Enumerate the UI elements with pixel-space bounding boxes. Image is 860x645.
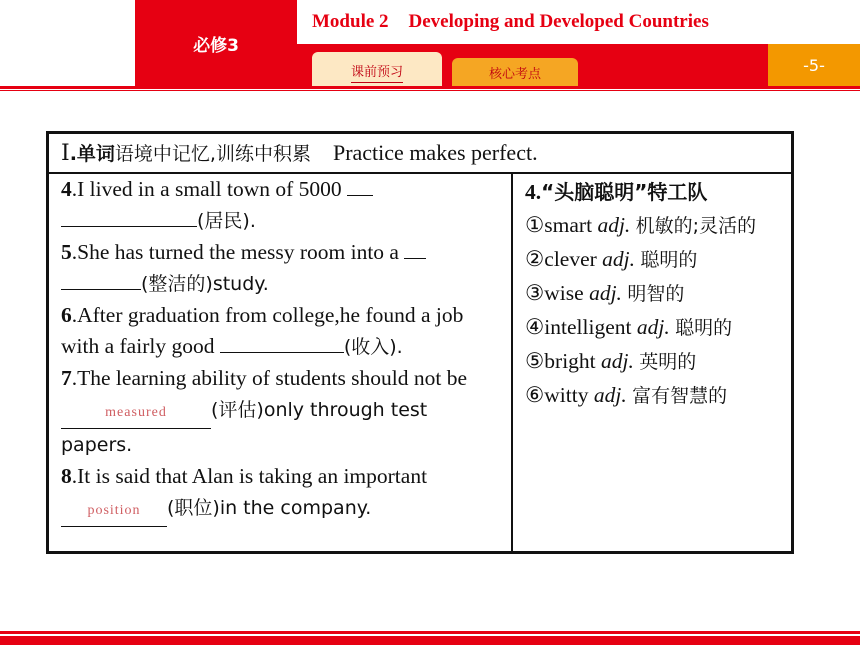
synonym-word: witty — [544, 383, 589, 407]
synonym-mark: ⑤ — [525, 349, 545, 373]
synonym-title-text: “头脑聪明”特工队 — [541, 180, 708, 204]
footer-divider — [0, 631, 860, 634]
synonym-item — [525, 209, 781, 243]
answer-blank[interactable] — [220, 352, 344, 353]
synonym-meaning: 英明的 — [639, 351, 697, 373]
synonym-item — [525, 243, 781, 277]
synonym-mark: ① — [525, 213, 545, 237]
footer-band — [0, 636, 860, 645]
synonym-title — [525, 176, 781, 209]
page-number-text: -5- — [803, 55, 825, 75]
exercise-text: .I lived in a small town of 5000 — [71, 177, 342, 201]
synonym-pos: adj. — [601, 349, 634, 373]
synonym-mark: ③ — [525, 281, 545, 305]
answer-blank[interactable] — [404, 258, 426, 259]
tab-preview[interactable] — [312, 52, 442, 86]
module-label: Module 2 — [312, 11, 389, 32]
exercise-item — [61, 363, 503, 461]
exercise-hint: (居民). — [197, 210, 256, 232]
synonym-word: smart — [544, 213, 593, 237]
exercise-text: .She has turned the messy room into a — [71, 240, 399, 264]
synonym-pos: adj. — [593, 383, 627, 407]
tab-key-points[interactable] — [452, 58, 578, 86]
synonym-pos: adj. — [636, 315, 670, 339]
section-heading — [49, 134, 791, 174]
exercise-text: .After graduation from college,he found a job with a fairly good — [61, 303, 464, 358]
exercise-item — [61, 300, 503, 363]
exercise-hint: (评估)only through test papers. — [61, 399, 428, 456]
module-title — [312, 11, 709, 33]
answer-blank[interactable] — [61, 289, 141, 290]
section-label: .单词 — [69, 143, 115, 165]
header-blank — [0, 0, 135, 86]
answer-blank[interactable] — [61, 492, 167, 527]
exercise-item — [61, 461, 503, 527]
synonym-item — [525, 311, 781, 345]
vocab-table — [46, 131, 794, 554]
synonym-meaning: 明智的 — [627, 283, 685, 305]
exercise-item — [61, 237, 503, 300]
synonym-item — [525, 277, 781, 311]
exercise-number: 6 — [61, 303, 72, 327]
header-divider-thin — [0, 90, 860, 91]
answer-faint: measured — [105, 405, 167, 420]
tab-preview-label: 课前预习 — [351, 61, 403, 83]
exercise-hint: (整洁的)study. — [141, 273, 269, 295]
header-divider — [0, 86, 860, 89]
exercise-column — [49, 172, 513, 551]
exercise-number: 7 — [61, 366, 72, 390]
synonym-meaning: 富有智慧的 — [632, 385, 728, 407]
section-subtitle: 语境中记忆,训练中积累 — [114, 143, 311, 165]
exercise-hint: (职位)in the company. — [167, 497, 372, 519]
page-number — [768, 44, 860, 86]
exercise-number: 5 — [61, 240, 72, 264]
section-motto: Practice makes perfect. — [332, 140, 538, 165]
answer-faint: position — [87, 503, 141, 518]
exercise-item — [61, 174, 503, 237]
exercise-number: 4 — [61, 177, 72, 201]
exercise-hint: (收入). — [343, 336, 403, 358]
synonym-word: intelligent — [544, 315, 632, 339]
synonym-pos: adj. — [597, 213, 631, 237]
synonym-title-number: 4. — [525, 180, 542, 204]
synonym-pos: adj. — [602, 247, 636, 271]
answer-blank[interactable] — [61, 226, 197, 227]
section-roman: Ⅰ — [61, 140, 70, 165]
synonym-mark: ⑥ — [525, 383, 545, 407]
synonym-word: bright — [544, 349, 596, 373]
module-name: Developing and Developed Countries — [408, 11, 709, 32]
answer-blank[interactable] — [61, 394, 211, 429]
synonym-meaning: 聪明的 — [675, 317, 733, 339]
synonym-mark: ② — [525, 247, 545, 271]
book-label-text: 必修3 — [193, 35, 239, 56]
synonym-column — [513, 172, 791, 551]
synonym-word: wise — [544, 281, 584, 305]
book-label — [135, 0, 297, 86]
synonym-word: clever — [544, 247, 597, 271]
synonym-meaning: 机敏的;灵活的 — [635, 215, 757, 237]
synonym-item — [525, 345, 781, 379]
synonym-meaning: 聪明的 — [640, 249, 698, 271]
tab-key-points-label: 核心考点 — [488, 67, 541, 82]
exercise-text: .The learning ability of students should not be — [71, 366, 468, 390]
synonym-mark: ④ — [525, 315, 545, 339]
answer-blank[interactable] — [347, 195, 373, 196]
synonym-pos: adj. — [589, 281, 622, 305]
exercise-text: .It is said that Alan is taking an important — [71, 464, 428, 488]
exercise-number: 8 — [61, 464, 72, 488]
synonym-item — [525, 379, 781, 413]
